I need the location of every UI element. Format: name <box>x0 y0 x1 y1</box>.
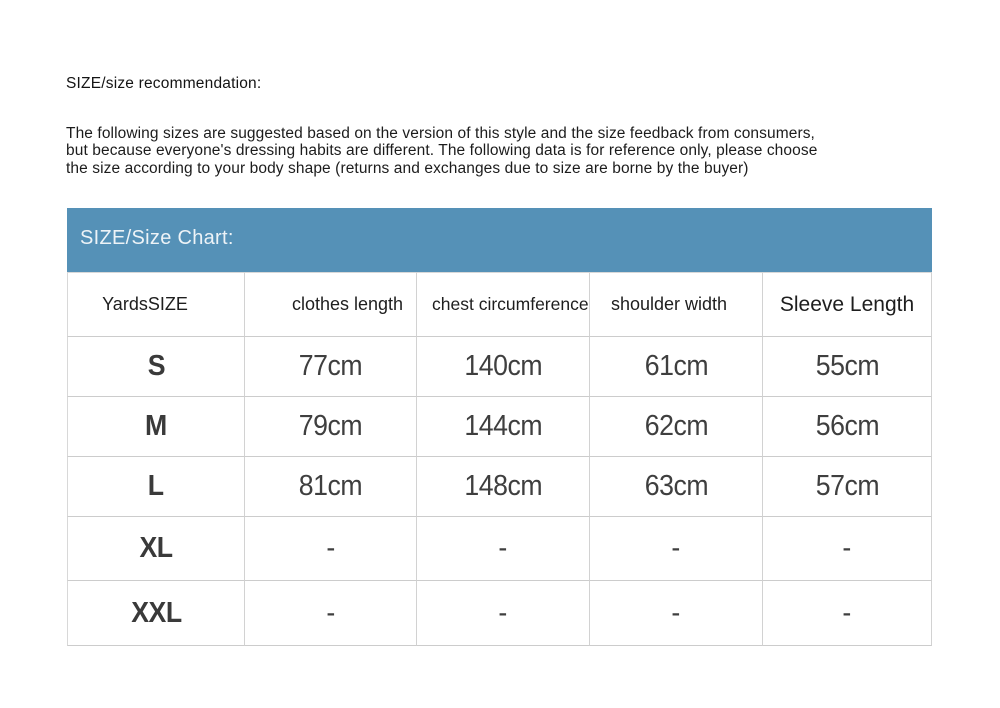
measurement-value: 55cm <box>815 350 879 382</box>
measurement-value: 63cm <box>644 470 708 502</box>
measurement-cell <box>590 457 763 517</box>
measurement-cell <box>763 457 932 517</box>
column-header-shoulder-width: shoulder width <box>590 272 763 337</box>
size-label: XL <box>139 532 173 564</box>
measurement-value: 148cm <box>464 470 542 502</box>
measurement-cell <box>590 517 763 581</box>
measurement-value: - <box>498 596 508 629</box>
measurement-value: - <box>326 532 335 564</box>
measurement-cell <box>763 581 932 646</box>
size-label-cell <box>67 517 245 581</box>
measurement-value: 61cm <box>644 350 708 382</box>
measurement-value: 140cm <box>464 350 542 382</box>
measurement-cell <box>417 517 590 581</box>
size-chart-banner-title: SIZE/Size Chart: <box>80 226 234 249</box>
measurement-value: - <box>671 596 681 629</box>
paragraph-line: but because everyone's dressing habits are different. The following data is for reference only, please choose <box>66 142 818 160</box>
measurement-value: 62cm <box>644 410 708 442</box>
measurement-cell <box>763 337 932 397</box>
measurement-cell <box>417 581 590 646</box>
paragraph-line: The following sizes are suggested based on the version of this style and the size feedback from consumers, <box>66 125 815 142</box>
measurement-value: 77cm <box>298 350 363 382</box>
measurement-cell <box>763 517 932 581</box>
paragraph-line: the size according to your body shape (returns and exchanges due to size are borne by the buyer) <box>66 159 749 177</box>
measurement-cell <box>417 457 590 517</box>
size-recommendation-paragraph <box>66 125 817 177</box>
measurement-cell <box>417 397 590 457</box>
column-header-sleeve-length: Sleeve Length <box>763 272 932 337</box>
measurement-value: 57cm <box>815 470 879 502</box>
measurement-value: - <box>326 596 335 629</box>
column-header-chest-circumference: chest circumference <box>417 272 590 337</box>
size-label-cell <box>67 457 245 517</box>
size-label: XXL <box>130 596 182 629</box>
size-chart-table <box>67 272 932 646</box>
size-chart-banner <box>67 208 932 272</box>
measurement-cell <box>417 337 590 397</box>
measurement-cell <box>763 397 932 457</box>
measurement-cell <box>245 397 417 457</box>
size-label: S <box>147 350 165 382</box>
size-label-cell <box>67 581 245 646</box>
measurement-value: - <box>842 532 852 564</box>
measurement-value: - <box>498 532 508 564</box>
measurement-cell <box>590 581 763 646</box>
measurement-value: 81cm <box>298 470 363 502</box>
measurement-cell <box>590 337 763 397</box>
measurement-value: - <box>671 532 681 564</box>
measurement-cell <box>245 337 417 397</box>
size-label: L <box>148 470 164 502</box>
measurement-cell <box>245 457 417 517</box>
measurement-value: - <box>842 596 852 629</box>
size-label-cell <box>67 397 245 457</box>
column-header-clothes-length: clothes length <box>245 272 417 337</box>
measurement-cell <box>245 517 417 581</box>
size-label: M <box>145 410 167 442</box>
column-header-yards-size: YardsSIZE <box>67 272 245 337</box>
size-recommendation-heading: SIZE/size recommendation: <box>66 75 262 92</box>
measurement-cell <box>590 397 763 457</box>
size-label-cell <box>67 337 245 397</box>
measurement-value: 144cm <box>464 410 542 442</box>
measurement-value: 56cm <box>815 410 879 442</box>
measurement-cell <box>245 581 417 646</box>
measurement-value: 79cm <box>298 410 363 442</box>
